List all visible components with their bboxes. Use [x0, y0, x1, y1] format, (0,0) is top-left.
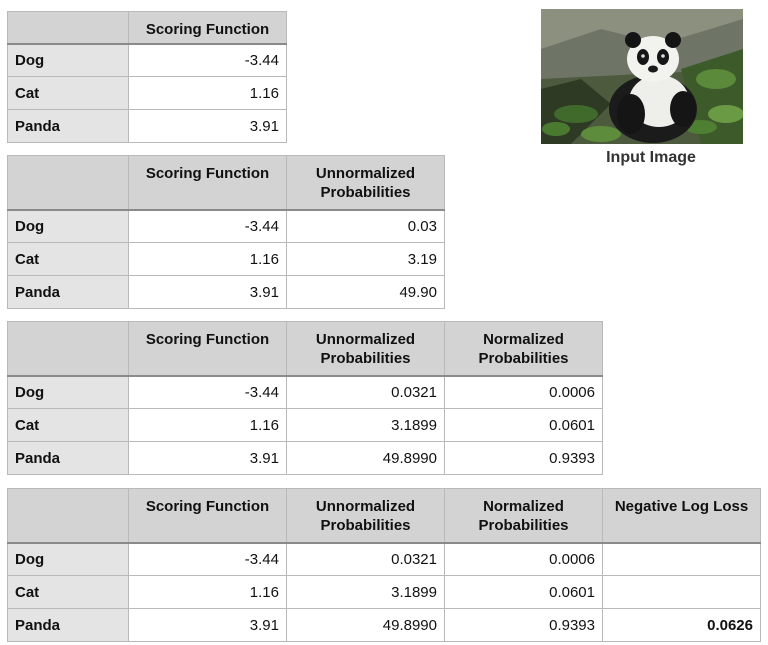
input-image-caption: Input Image — [606, 149, 696, 166]
scoring-table — [7, 11, 287, 143]
unnormalized-table — [7, 155, 445, 309]
unnormalized-cat: 3.1899 — [287, 576, 445, 609]
score-dog: -3.44 — [129, 44, 287, 77]
row-label-panda: Panda — [8, 276, 129, 309]
row-label-panda: Panda — [8, 442, 129, 475]
corner-cell — [8, 489, 129, 543]
header-normalized-probabilities: Normalized Probabilities — [445, 489, 603, 543]
header-scoring-function: Scoring Function — [129, 156, 287, 210]
score-dog: -3.44 — [129, 543, 287, 576]
header-unnormalized-probabilities: Unnormalized Probabilities — [287, 322, 445, 376]
table-row — [8, 44, 287, 77]
table-row — [8, 376, 603, 409]
table-row — [8, 543, 761, 576]
score-cat: 1.16 — [129, 243, 287, 276]
unnormalized-dog: 0.03 — [287, 210, 445, 243]
corner-cell — [8, 156, 129, 210]
row-label-dog: Dog — [8, 543, 129, 576]
panda-illustration — [541, 9, 743, 144]
corner-cell — [8, 322, 129, 376]
loss-cat — [603, 576, 761, 609]
row-label-panda: Panda — [8, 110, 129, 143]
table-row — [8, 442, 603, 475]
normalized-panda: 0.9393 — [445, 609, 603, 642]
unnormalized-cat: 3.19 — [287, 243, 445, 276]
table-row — [8, 409, 603, 442]
row-label-cat: Cat — [8, 409, 129, 442]
normalized-cat: 0.0601 — [445, 576, 603, 609]
normalized-table — [7, 321, 603, 475]
normalized-panda: 0.9393 — [445, 442, 603, 475]
score-panda: 3.91 — [129, 442, 287, 475]
unnormalized-cat: 3.1899 — [287, 409, 445, 442]
header-scoring-function: Scoring Function — [129, 322, 287, 376]
unnormalized-panda: 49.8990 — [287, 609, 445, 642]
header-negative-log-loss: Negative Log Loss — [603, 489, 761, 543]
score-cat: 1.16 — [129, 576, 287, 609]
score-cat: 1.16 — [129, 409, 287, 442]
row-label-cat: Cat — [8, 243, 129, 276]
score-panda: 3.91 — [129, 276, 287, 309]
table-row — [8, 77, 287, 110]
header-unnormalized-probabilities: Unnormalized Probabilities — [287, 489, 445, 543]
header-normalized-probabilities: Normalized Probabilities — [445, 322, 603, 376]
header-scoring-function: Scoring Function — [129, 489, 287, 543]
header-scoring-function: Scoring Function — [129, 12, 287, 44]
unnormalized-panda: 49.90 — [287, 276, 445, 309]
row-label-panda: Panda — [8, 609, 129, 642]
loss-panda: 0.0626 — [603, 609, 761, 642]
table-row — [8, 576, 761, 609]
row-label-dog: Dog — [8, 210, 129, 243]
table-row — [8, 110, 287, 143]
table-row — [8, 243, 445, 276]
row-label-cat: Cat — [8, 77, 129, 110]
loss-table — [7, 488, 761, 642]
row-label-cat: Cat — [8, 576, 129, 609]
score-cat: 1.16 — [129, 77, 287, 110]
score-dog: -3.44 — [129, 376, 287, 409]
row-label-dog: Dog — [8, 44, 129, 77]
score-panda: 3.91 — [129, 609, 287, 642]
score-panda: 3.91 — [129, 110, 287, 143]
loss-dog — [603, 543, 761, 576]
normalized-dog: 0.0006 — [445, 376, 603, 409]
unnormalized-panda: 49.8990 — [287, 442, 445, 475]
normalized-cat: 0.0601 — [445, 409, 603, 442]
header-unnormalized-probabilities: Unnormalized Probabilities — [287, 156, 445, 210]
table-row — [8, 609, 761, 642]
table-row — [8, 210, 445, 243]
input-image — [541, 9, 743, 144]
unnormalized-dog: 0.0321 — [287, 543, 445, 576]
table-row — [8, 276, 445, 309]
normalized-dog: 0.0006 — [445, 543, 603, 576]
score-dog: -3.44 — [129, 210, 287, 243]
row-label-dog: Dog — [8, 376, 129, 409]
corner-cell — [8, 12, 129, 44]
unnormalized-dog: 0.0321 — [287, 376, 445, 409]
